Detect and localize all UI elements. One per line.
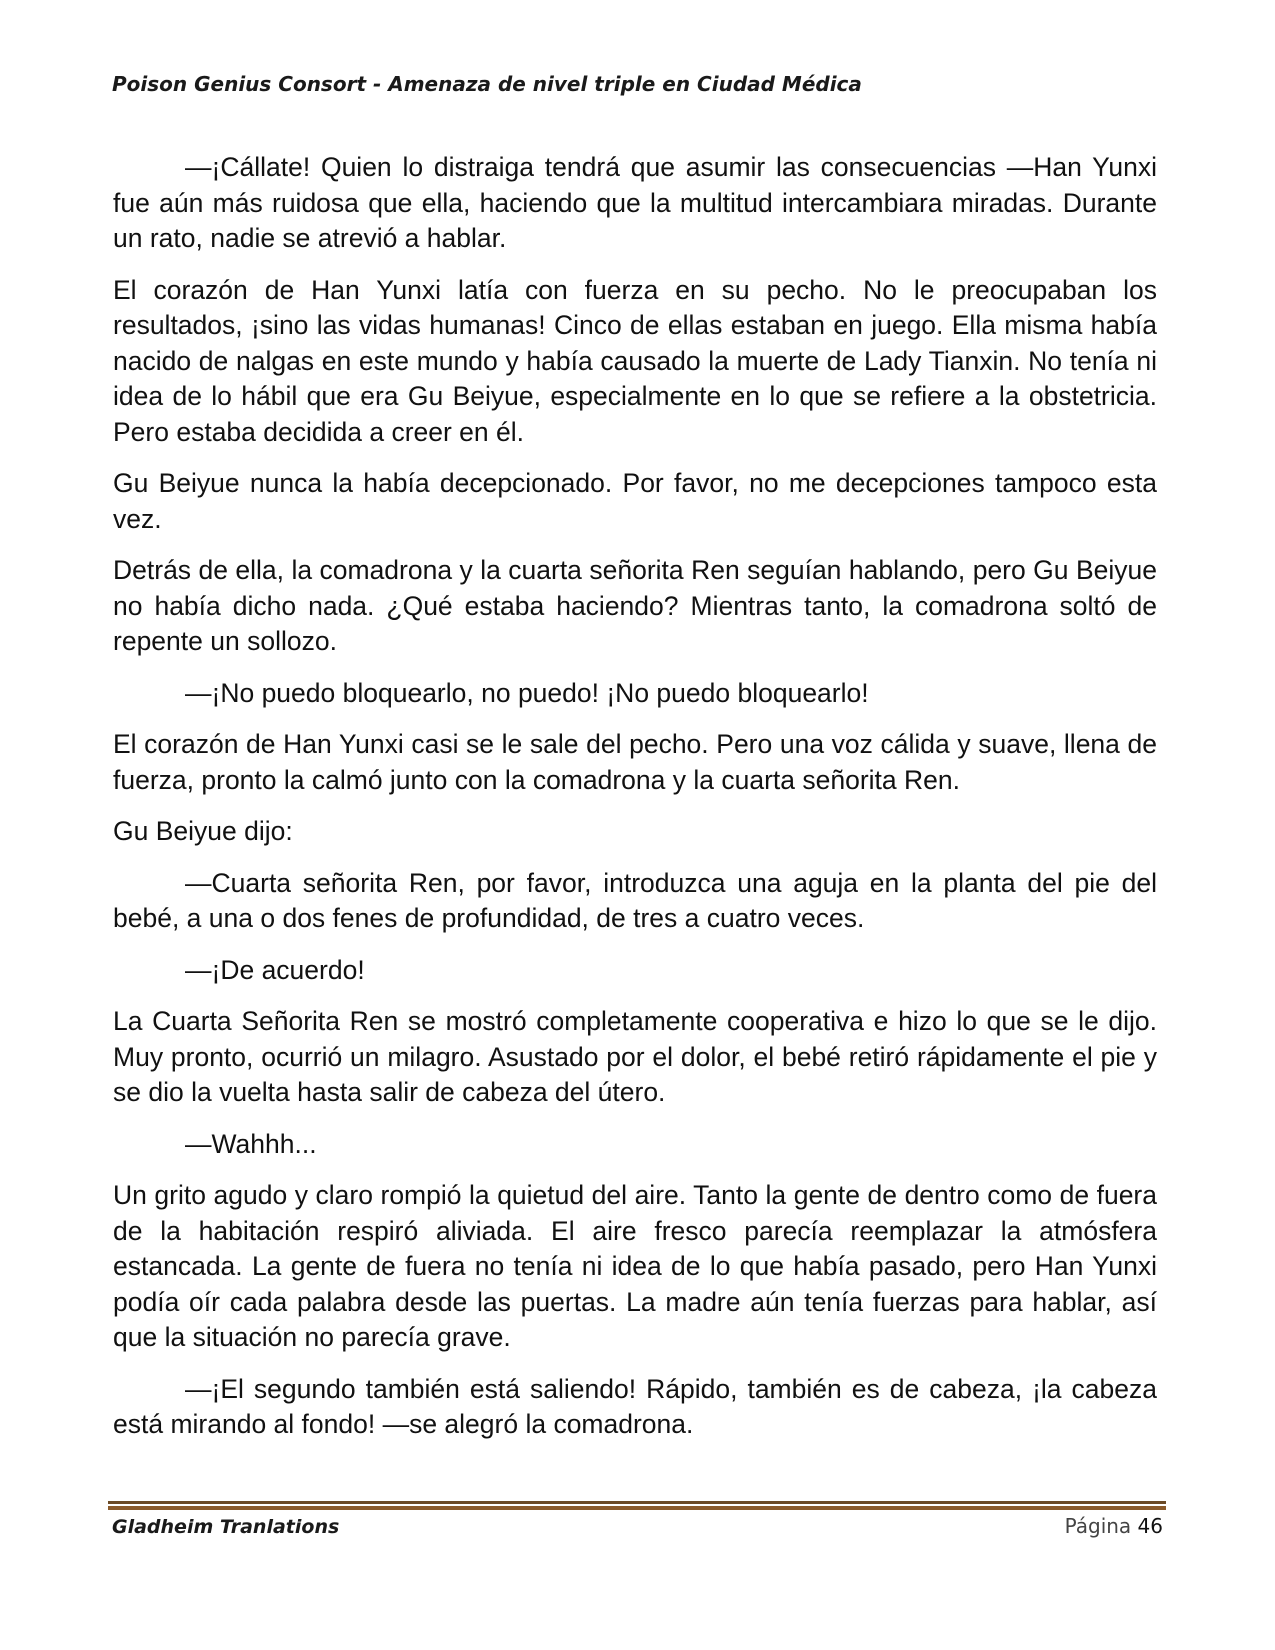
page-header-title: Poison Genius Consort - Amenaza de nivel triple en Ciudad Médica [112,72,862,96]
paragraph: —¡El segundo también está saliendo! Rápido, también es de cabeza, ¡la cabeza está mirando al fondo! —se alegró la comadrona. [113,1373,1157,1439]
paragraph: Un grito agudo y claro rompió la quietud del aire. Tanto la gente de dentro como de fuera de la habitación respiró aliviada. El aire fresco parecía reemplazar la atmósfera estancada. La gente de fuera no tenía ni idea de lo que había pasado, pero Han Yunxi podía oír cada palabra desde las puertas. La madre aún tenía fuerzas para hablar, así que la situación no parecía grave. [113,1180,1157,1352]
page-label: Página [1064,1514,1132,1538]
footer-divider [108,1501,1166,1510]
paragraph: —¡No puedo bloquearlo, no puedo! ¡No puedo bloquearlo! [185,677,869,708]
paragraph: La Cuarta Señorita Ren se mostró completamente cooperativa e hizo lo que se le dijo. Muy pronto, ocurrió un milagro. Asustado por el dolor, el bebé retiró rápidamente el pie y se dio la vuelta hasta salir de cabeza del útero. [113,1006,1157,1107]
paragraph: Detrás de ella, la comadrona y la cuarta señorita Ren seguían hablando, pero Gu Beiyue no había dicho nada. ¿Qué estaba haciendo? Mientras tanto, la comadrona soltó de repente un sollozo. [113,555,1157,656]
paragraph: —Cuarta señorita Ren, por favor, introduzca una aguja en la planta del pie del bebé, a una o dos fenes de profundidad, de tres a cuatro veces. [113,867,1157,933]
paragraph: —¡De acuerdo! [185,954,365,985]
paragraph: El corazón de Han Yunxi latía con fuerza en su pecho. No le preocupaban los resultados, ¡sino las vidas humanas! Cinco de ellas estaban en juego. Ella misma había nacido de nalgas en este mundo y había causado la muerte de Lady Tianxin. No tenía ni idea de lo hábil que era Gu Beiyue, especialmente en lo que se refiere a la obstetricia. Pero estaba decidida a creer en él. [113,274,1157,447]
paragraph: El corazón de Han Yunxi casi se le sale del pecho. Pero una voz cálida y suave, llena de fuerza, pronto la calmó junto con la comadrona y la cuarta señorita Ren. [113,729,1157,795]
paragraph: Gu Beiyue dijo: [113,816,293,846]
page-number: 46 [1137,1514,1163,1538]
footer-page-number [1065,1514,1163,1538]
paragraph: —Wahhh... [185,1128,317,1159]
paragraph: —¡Cállate! Quien lo distraiga tendrá que asumir las consecuencias —Han Yunxi fue aún más ruidosa que ella, haciendo que la multitud intercambiara miradas. Durante un rato, nadie se atrevió a hablar. [113,152,1157,253]
footer-publisher: Gladheim Tranlations [112,1516,340,1538]
paragraph: Gu Beiyue nunca la había decepcionado. Por favor, no me decepciones tampoco esta vez. [113,468,1157,534]
page-body [113,150,1157,1459]
